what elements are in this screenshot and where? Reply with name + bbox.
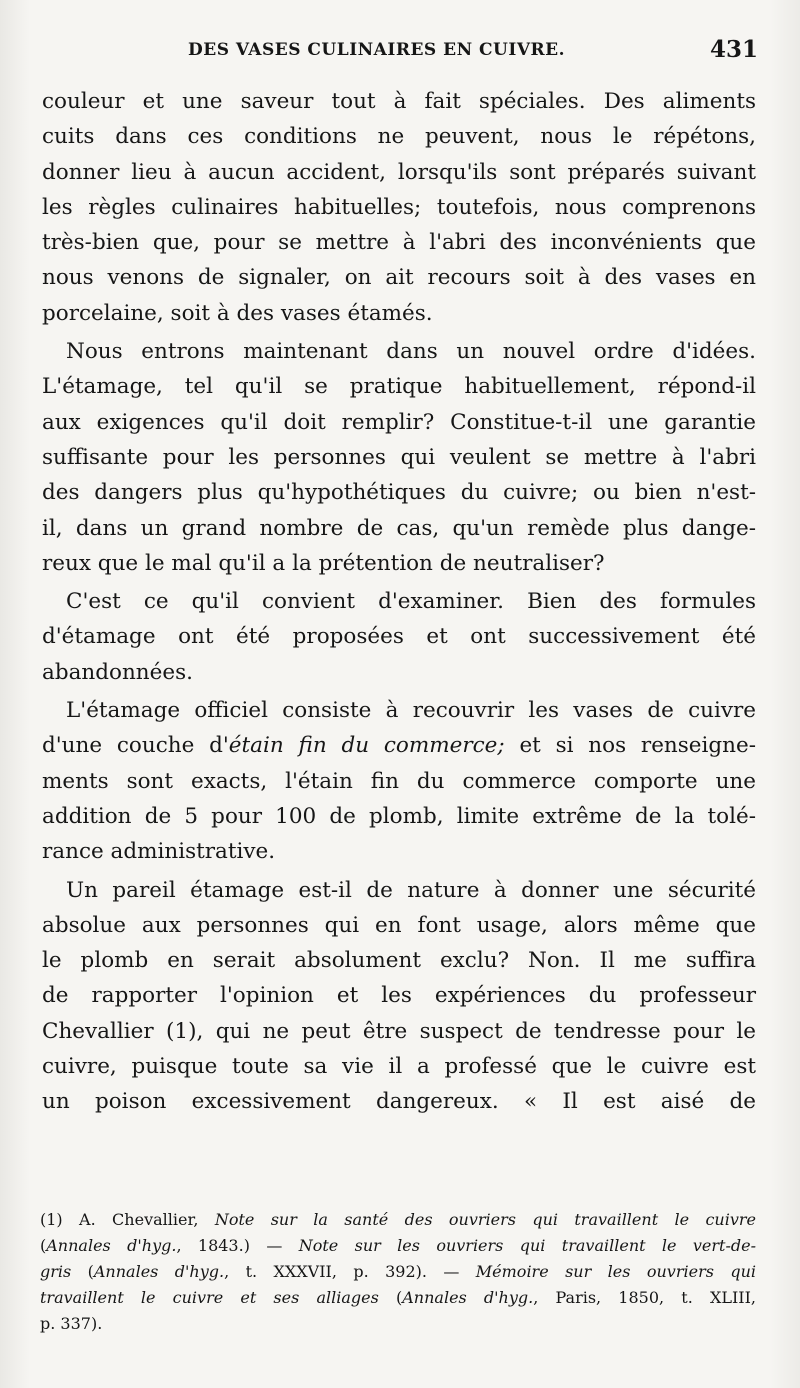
text-run: le plomb en serait absolument exclu? Non. Il me suffira <box>42 948 756 974</box>
text-line <box>42 475 756 510</box>
text-line <box>42 1049 756 1084</box>
text-run: , Paris, 1850, t. XLIII, <box>533 1288 757 1307</box>
text-run: il, dans un grand nombre de cas, qu'un remède plus dange- <box>42 515 756 541</box>
text-line <box>42 728 756 763</box>
text-line <box>42 834 756 869</box>
text-line <box>42 873 756 908</box>
text-run: de rapporter l'opinion et les expériences du professeur <box>42 983 756 1009</box>
text-run: et si nos renseigne- <box>504 733 756 759</box>
text-line <box>42 440 756 475</box>
text-run: nous venons de signaler, on ait recours soit à des vases en <box>42 265 756 291</box>
text-run: , t. XXXVII, p. 392). — <box>224 1262 476 1281</box>
text-line <box>42 84 756 119</box>
page-header <box>40 36 760 76</box>
text-run: des dangers plus qu'hypothétiques du cuivre; ou bien n'est- <box>42 480 756 506</box>
text-line <box>42 619 756 654</box>
text-run: rance administrative. <box>42 839 276 865</box>
footnote-line <box>40 1207 756 1233</box>
text-run: ( <box>40 1236 47 1255</box>
text-run: ( <box>71 1262 94 1281</box>
text-line <box>42 190 756 225</box>
italic-text: gris <box>40 1262 72 1281</box>
footnote-line <box>40 1311 756 1337</box>
text-run: (1) A. Chevallier, <box>40 1210 215 1229</box>
text-run: suffisante pour les personnes qui veulent se mettre à l'abri <box>42 444 756 470</box>
text-line <box>42 693 756 728</box>
text-line <box>42 296 756 331</box>
text-run: reux que le mal qu'il a la prétention de neutraliser? <box>42 550 605 576</box>
text-line <box>42 799 756 834</box>
text-run: couleur et une saveur tout à fait spéciales. Des aliments <box>42 89 756 114</box>
text-run: donner lieu à aucun accident, lorsqu'ils sont préparés suivant <box>42 159 756 185</box>
text-run: Chevallier (1), qui ne peut être suspect de tendresse pour le <box>42 1018 756 1044</box>
text-run: d'étamage ont été proposées et ont successivement été <box>42 624 756 650</box>
italic-text: Note sur la santé des ouvriers qui travaillent le cuivre <box>214 1210 756 1229</box>
text-run: absolue aux personnes qui en font usage, alors même que <box>42 912 756 938</box>
text-line <box>42 225 756 260</box>
text-line <box>42 655 756 690</box>
footnote-line <box>40 1233 756 1259</box>
text-line <box>42 943 756 978</box>
italic-text: Mémoire sur les ouvriers qui <box>475 1262 756 1281</box>
text-run: aux exigences qu'il doit remplir? Constitue-t-il une garantie <box>42 409 756 435</box>
text-run: ( <box>378 1288 403 1307</box>
text-line <box>42 978 756 1013</box>
body-text <box>42 84 756 1120</box>
text-run: Nous entrons maintenant dans un nouvel ordre d'idées. <box>66 339 756 365</box>
footnote-line <box>40 1285 756 1311</box>
text-run: ments sont exacts, l'étain fin du commerce comporte une <box>42 768 756 794</box>
italic-text: travaillent le cuivre et ses alliages <box>40 1288 379 1307</box>
text-run: un poison excessivement dangereux. « Il est aisé de <box>42 1089 756 1115</box>
text-run: très-bien que, pour se mettre à l'abri des inconvénients que <box>42 230 756 256</box>
text-run: addition de 5 pour 100 de plomb, limite extrême de la tolé- <box>42 803 756 829</box>
italic-text: Note sur les ouvriers qui travaillent le vert-de- <box>298 1236 756 1255</box>
text-run: L'étamage officiel consiste à recouvrir les vases de cuivre <box>66 698 756 724</box>
running-title: DES VASES CULINAIRES EN CUIVRE. <box>188 40 566 60</box>
text-run: , 1843.) — <box>176 1236 299 1255</box>
text-run: Un pareil étamage est-il de nature à donner une sécurité <box>66 877 756 903</box>
text-line <box>42 584 756 619</box>
page-number: 431 <box>709 36 758 63</box>
footnotes <box>40 1207 756 1337</box>
text-line <box>42 119 756 154</box>
text-run: C'est ce qu'il convient d'examiner. Bien des formules <box>66 589 756 615</box>
text-run: L'étamage, tel qu'il se pratique habituellement, répond-il <box>42 374 756 400</box>
text-run: les règles culinaires habituelles; toutefois, nous comprenons <box>42 194 756 220</box>
text-run: cuivre, puisque toute sa vie il a professé que le cuivre est <box>42 1054 756 1080</box>
text-run: porcelaine, soit à des vases étamés. <box>42 300 433 326</box>
text-line <box>42 764 756 799</box>
text-line <box>42 908 756 943</box>
text-line <box>42 155 756 190</box>
text-line <box>42 260 756 295</box>
text-line <box>42 405 756 440</box>
text-line <box>42 1084 756 1119</box>
text-run: abandonnées. <box>42 659 193 685</box>
text-line <box>42 511 756 546</box>
text-line <box>42 1014 756 1049</box>
text-run: p. 337). <box>40 1314 103 1333</box>
italic-text: Annales d'hyg. <box>93 1262 225 1281</box>
footnote-line <box>40 1259 756 1285</box>
text-line <box>42 369 756 404</box>
text-line <box>42 546 756 581</box>
italic-text: Annales d'hyg. <box>46 1236 177 1255</box>
text-line <box>42 334 756 369</box>
text-run: cuits dans ces conditions ne peuvent, nous le répétons, <box>42 124 756 150</box>
italic-text: étain fin du commerce; <box>228 733 505 759</box>
italic-text: Annales d'hyg. <box>402 1288 534 1307</box>
text-run: d'une couche d' <box>42 733 229 759</box>
